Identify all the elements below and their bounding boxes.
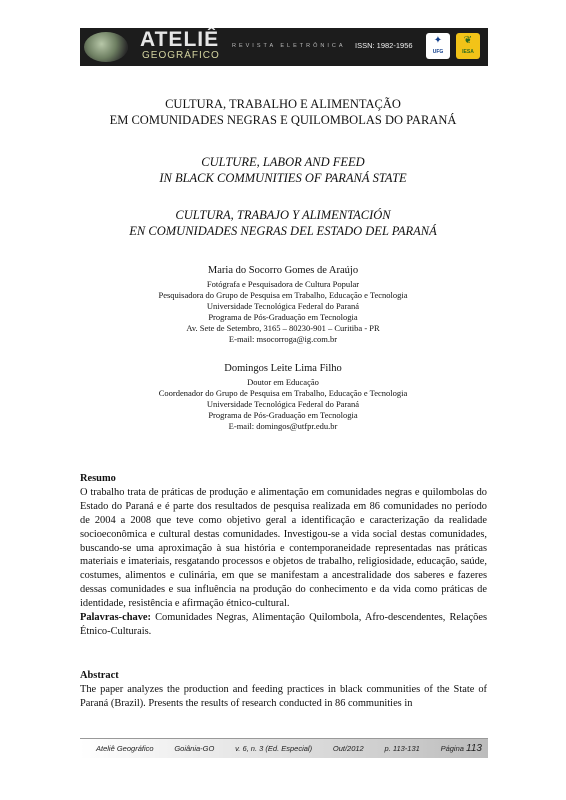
resumo-heading: Resumo [80, 473, 116, 484]
title-pt-line-1: CULTURA, TRABALHO E ALIMENTAÇÃO [165, 97, 401, 111]
author-2-university: Universidade Tecnológica Federal do Paraná [206, 399, 360, 409]
keywords-paragraph [80, 611, 487, 639]
author-2-group: Coordenador do Grupo de Pesquisa em Trabalho, Educação e Tecnologia [158, 388, 408, 398]
issn-label: ISSN: 1982-1956 [355, 41, 413, 50]
journal-banner [80, 28, 488, 66]
resumo-text: O trabalho trata de práticas de produção e alimentação em comunidades negras e quilombolas do Estado do Paraná e é parte dos resultados de pesquisa realizada em 86 comunidades no período de 2004 a 2008 que teve como objetivo geral a identificação e caracterização da realidade socioeconômica e cultural destas comunidades. Investigou-se a vida social destas comunidades, buscando-se uma aproximação à sua história e contemporaneidade representadas nas práticas materiais e imateriais, resgatando processos e objetos de trabalho, religiosidade, educação, saúde, costumes, alimentos e culinária, em que se manifestam a ancestralidade dos saberes e fazeres dessas comunidades e sua influência na produção do conhecimento e da vida como práticas de identidade, resistência e afirmação étnico-cultural. [80, 486, 487, 610]
abstract-heading: Abstract [80, 670, 119, 681]
author-1-program: Programa de Pós-Graduação em Tecnologia [208, 312, 358, 322]
author-1-email[interactable]: E-mail: msocorroga@ig.com.br [228, 334, 338, 344]
ufg-logo-text: UFG [432, 49, 444, 55]
author-2-program: Programa de Pós-Graduação em Tecnologia [208, 410, 358, 420]
journal-logo-subtitle: GEOGRÁFICO [142, 50, 220, 61]
title-spanish [0, 207, 566, 239]
author-1-role: Fotógrafa e Pesquisadora de Cultura Popular [206, 279, 360, 289]
title-english [0, 154, 566, 186]
iesa-emblem-icon: ❦ [463, 35, 473, 46]
title-portuguese [0, 96, 566, 128]
author-2-name: Domingos Leite Lima Filho [224, 363, 342, 374]
abstract-section [80, 669, 487, 711]
title-en-line-2: IN BLACK COMMUNITIES OF PARANÁ STATE [159, 171, 407, 185]
author-2-degree: Doutor em Educação [247, 377, 319, 387]
title-en-line-1: CULTURE, LABOR AND FEED [201, 155, 365, 169]
ufg-emblem-icon: ✦ [433, 35, 443, 46]
footer-page-number: 113 [466, 743, 482, 754]
keywords-list: Comunidades Negras, Alimentação Quilombola, Afro-descendentes, Relações Étnico-Culturais. [80, 612, 487, 637]
footer-page-label: Página [440, 744, 464, 753]
keywords-label: Palavras-chave: [80, 612, 151, 624]
author-2-email[interactable]: E-mail: domingos@utfpr.edu.br [228, 421, 338, 431]
journal-tagline: REVISTA ELETRÔNICA [232, 43, 346, 49]
journal-logo-title: ATELIÊ [140, 28, 220, 51]
footer-city: Goiânia-GO [174, 744, 215, 753]
iesa-logo [456, 33, 480, 59]
author-1-affiliation [0, 279, 566, 345]
author-2-affiliation [0, 377, 566, 432]
footer-pages: p. 113-131 [384, 744, 420, 753]
resumo-section [80, 472, 487, 639]
footer-page [441, 743, 482, 754]
footer-date: Out/2012 [332, 744, 364, 753]
footer-journal: Ateliê Geográfico [96, 744, 154, 753]
ufg-logo [426, 33, 450, 59]
iesa-logo-text: IESA [462, 49, 474, 55]
page-footer [80, 738, 488, 758]
author-1-address: Av. Sete de Setembro, 3165 – 80230-901 – Curitiba - PR [186, 323, 380, 333]
footer-volume: v. 6, n. 3 (Ed. Especial) [235, 744, 313, 753]
title-pt-line-2: EM COMUNIDADES NEGRAS E QUILOMBOLAS DO PARANÁ [109, 113, 457, 127]
title-es-line-1: CULTURA, TRABAJO Y ALIMENTACIÓN [175, 208, 391, 222]
author-1-university: Universidade Tecnológica Federal do Paraná [206, 301, 360, 311]
author-1-group: Pesquisadora do Grupo de Pesquisa em Trabalho, Educação e Tecnologia [158, 290, 408, 300]
abstract-text: The paper analyzes the production and feeding practices in black communities of the State of Paraná (Brazil). Presents the results of research conducted in 86 communities in [80, 683, 487, 709]
title-es-line-2: EN COMUNIDADES NEGRAS DEL ESTADO DEL PARANÁ [129, 224, 437, 238]
globe-logo-icon [84, 32, 128, 62]
author-1-name: Maria do Socorro Gomes de Araújo [207, 265, 359, 276]
